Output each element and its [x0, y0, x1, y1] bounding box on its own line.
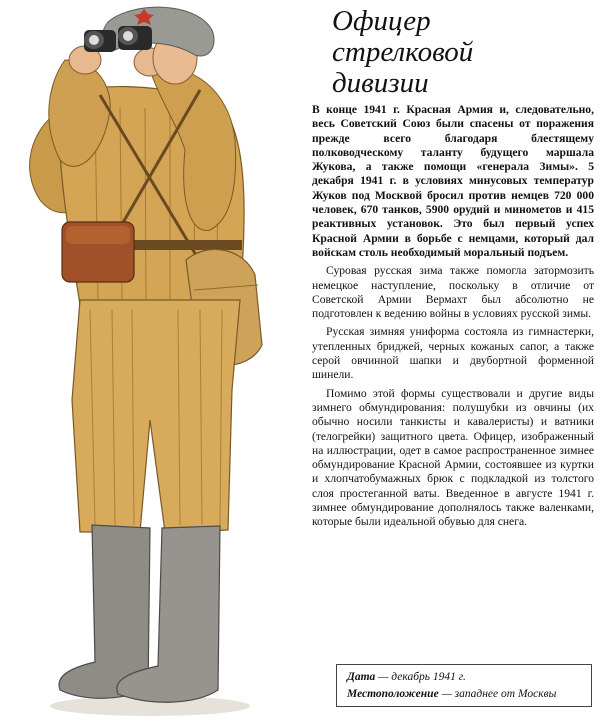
title-line-2: стрелковой	[332, 36, 474, 68]
location-label: Местоположение	[347, 688, 439, 700]
date-separator: —	[375, 671, 392, 683]
date-value: декабрь 1941 г.	[391, 671, 466, 683]
page-title	[332, 6, 592, 99]
location-row	[347, 686, 591, 703]
paragraph-4: Помимо этой формы существовали и другие виды зимнего обмундирования: полушубки из овчины (их обычно носили танкисты и кавалеристы) и ватники (телогрейки) защитного цвета. Офицер, изображенный на иллюстрации, одет в самое распространенное зимнее обмундирование Красной Армии, состоявшее из куртки и хлопчатобумажных брюк с подкладкой из толстого слоя простеганной ваты. Введенное в августе 1941 г. зимнее обмундирование дополнялось также валенками, которые были идеальной обувью для снега.	[312, 386, 594, 529]
date-label: Дата	[347, 671, 376, 683]
paragraph-1: В конце 1941 г. Красная Армия и, следовательно, весь Советский Союз были спасены от поражения прежде всего благодаря блестящему полководческому таланту будущего маршала Жукова, а также помощи «генерала Зимы». 5 декабря 1941 г. в условиях минусовых температур Жуков под Москвой бросил против немцев 720 000 человек, 670 танков, 5900 орудий и минометов и 415 реактивных установок. Это был первый успех Красной Армии в борьбе с немцами, который дал войскам столь необходимый моральный подъем.	[312, 103, 594, 259]
date-row	[347, 669, 591, 686]
article-body	[312, 103, 594, 534]
location-separator: —	[438, 688, 455, 700]
paragraph-3: Русская зимняя униформа состояла из гимнастерки, утепленных бриджей, черных кожаных сапог, а также серой овчинной шапки и двубортной форменной шинели.	[312, 325, 594, 382]
caption-box	[336, 664, 592, 707]
title-line-1: Офицер	[332, 5, 431, 37]
paragraph-2: Суровая русская зима также помогла затормозить немецкое наступление, поскольку в отличие от Советской Армии Вермахт был абсолютно не подготовлен к ведению войны в условиях русской зимы.	[312, 264, 594, 321]
title-line-3: дивизии	[332, 67, 429, 99]
location-value: западнее от Москвы	[454, 688, 557, 700]
